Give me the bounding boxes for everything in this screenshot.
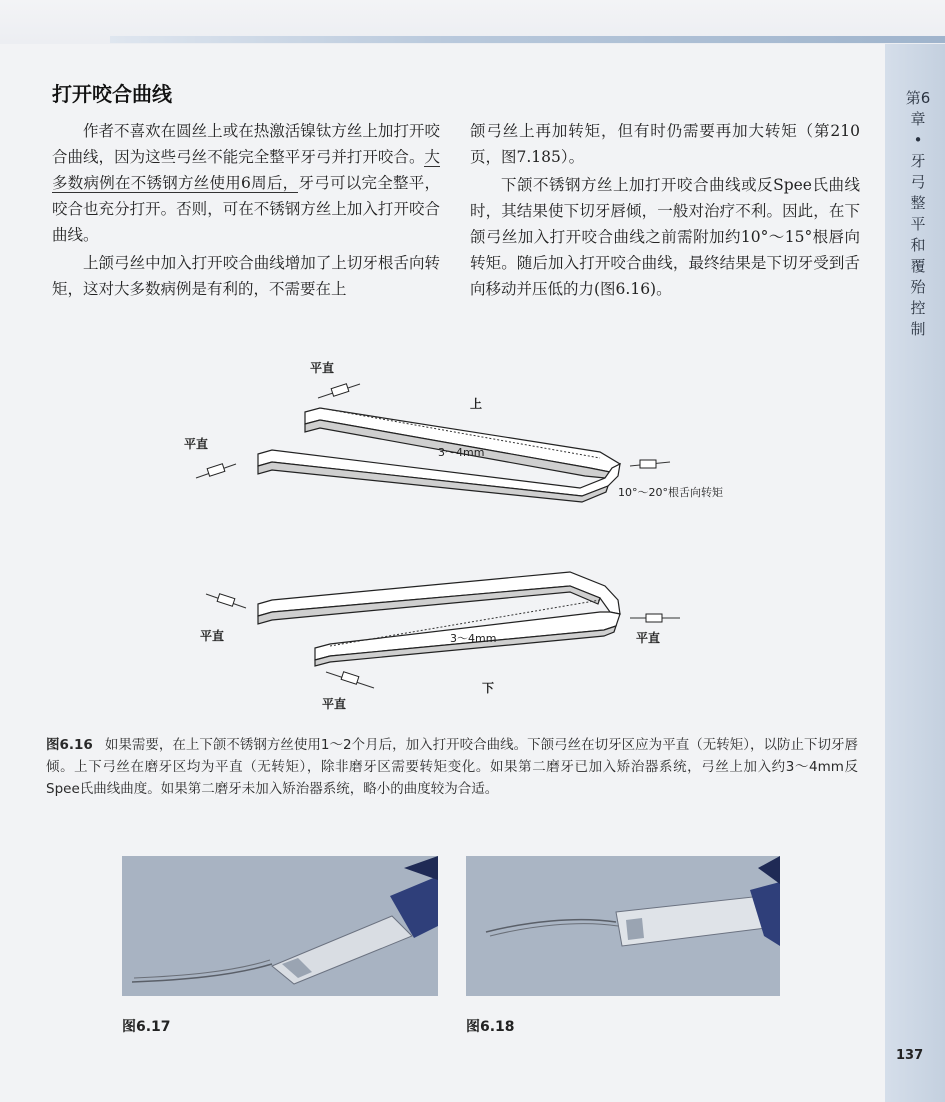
upper-bracket-right (640, 460, 656, 468)
lower-label-flat-right: 平直 (636, 631, 661, 645)
lower-label-position: 下 (482, 681, 495, 695)
paragraph (52, 118, 440, 248)
page-number: 137 (896, 1048, 924, 1063)
paragraph: 颌弓丝上再加转矩，但有时仍需要再加大转矩（第210页，图7.185）。 (470, 122, 860, 166)
lower-label-flat-bottom: 平直 (322, 697, 347, 711)
photo-figure-6-17 (122, 856, 438, 996)
lower-archwire (200, 572, 680, 711)
figure-caption (46, 734, 858, 800)
header-rule (110, 36, 945, 43)
photo-figure-6-18 (466, 856, 780, 996)
body-column-right (470, 118, 860, 304)
lower-bracket-right (646, 614, 662, 622)
paragraph-text: 作者不喜欢在圆丝上或在热激活镍钛方丝上加打开咬合曲线，因为这些弓丝不能完全整平牙弓并打开咬合。 (52, 122, 440, 166)
pliers-curved-wire-image (466, 856, 780, 996)
upper-bracket-left (207, 464, 225, 477)
upper-archwire (184, 360, 723, 502)
underlined-text: 大多数病例在不锈钢方丝使用6周后， (52, 148, 440, 192)
lower-bracket-bottom (341, 672, 359, 685)
caption-label: 图6.16 (46, 737, 93, 753)
upper-label-flat-left: 平直 (184, 437, 209, 451)
photo-label-6-17: 图6.17 (122, 1019, 171, 1035)
paragraph: 上颌弓丝中加入打开咬合曲线增加了上切牙根舌向转矩，这对大多数病例是有利的，不需要在上 (52, 254, 440, 298)
pliers-bending-wire-image (122, 856, 438, 996)
chapter-title-vertical: 第6章 • 牙弓整平和覆殆控制 (905, 89, 931, 338)
upper-bracket-top (331, 384, 349, 397)
caption-text: 如果需要，在上下颌不锈钢方丝使用1～2个月后，加入打开咬合曲线。下颌弓丝在切牙区应为平直（无转矩），以防止下切牙唇倾。上下弓丝在磨牙区均为平直（无转矩），除非磨牙区需要转矩变化。如果第二磨牙已加入矫治器系统，弓丝上加入约3～4mm反Spee氏曲线曲度。如果第二磨牙未加入矫治器系统，略小的曲度较为合适。 (46, 737, 859, 797)
lower-label-flat-left: 平直 (200, 629, 225, 643)
upper-label-position: 上 (470, 397, 483, 411)
paragraph: 下颌不锈钢方丝上加打开咬合曲线或反Spee氏曲线时，其结果使下切牙唇倾，一般对治疗不利。因此，在下颌弓丝加入打开咬合曲线之前需附加约10°～15°根唇向转矩。随后加入打开咬合曲线，最终结果是下切牙受到舌向移动并压低的力(图6.16)。 (470, 176, 860, 298)
upper-label-torque: 10°～20°根舌向转矩 (618, 486, 723, 499)
photo-label-6-18: 图6.18 (466, 1019, 515, 1035)
lower-label-gap: 3～4mm (450, 632, 497, 645)
upper-label-gap: 3～4mm (438, 446, 485, 459)
paragraph-text: 牙弓可以完全整平，咬合也充分打开。否则，可在不锈钢方丝上加入打开咬合曲线。 (52, 174, 440, 244)
body-column-left (52, 118, 440, 304)
figure-6-16-diagram (150, 350, 790, 720)
upper-label-flat-top: 平直 (310, 361, 335, 375)
section-title: 打开咬合曲线 (52, 82, 172, 106)
lower-bracket-left (217, 594, 235, 607)
